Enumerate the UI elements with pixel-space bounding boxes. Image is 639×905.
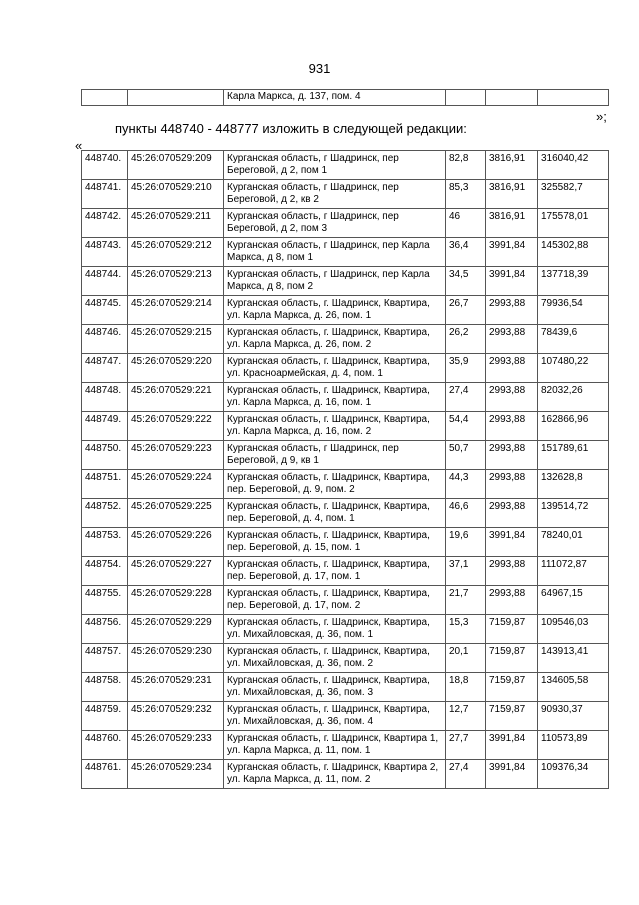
cell-value: 316040,42 (538, 151, 609, 180)
cell-area: 35,9 (446, 354, 486, 383)
cell-number: 448761. (82, 760, 128, 789)
cell-cadastral: 45:26:070529:228 (128, 586, 224, 615)
table-row (82, 499, 609, 528)
cell-area: 15,3 (446, 615, 486, 644)
cell-area (446, 90, 486, 106)
cell-cadastral: 45:26:070529:232 (128, 702, 224, 731)
cell-cadastral: 45:26:070529:220 (128, 354, 224, 383)
table-row (82, 209, 609, 238)
table-row (82, 441, 609, 470)
cell-address: Курганская область, г. Шадринск, Квартира, ул. Михайловская, д. 36, пом. 2 (224, 644, 446, 673)
table-row (82, 238, 609, 267)
cell-address: Курганская область, г. Шадринск, Квартира, пер. Береговой, д. 17, пом. 1 (224, 557, 446, 586)
table-row (82, 354, 609, 383)
cell-area: 46,6 (446, 499, 486, 528)
cell-address: Курганская область, г. Шадринск, Квартира, ул. Карла Маркса, д. 26, пом. 2 (224, 325, 446, 354)
table-row (82, 702, 609, 731)
cell-value (538, 90, 609, 106)
cell-number: 448757. (82, 644, 128, 673)
cell-number: 448745. (82, 296, 128, 325)
cell-rate: 3991,84 (486, 238, 538, 267)
cell-value: 78240,01 (538, 528, 609, 557)
cell-area: 85,3 (446, 180, 486, 209)
cell-value: 107480,22 (538, 354, 609, 383)
cell-value: 111072,87 (538, 557, 609, 586)
cell-number: 448754. (82, 557, 128, 586)
cell-number: 448746. (82, 325, 128, 354)
cell-cadastral: 45:26:070529:215 (128, 325, 224, 354)
cell-value: 143913,41 (538, 644, 609, 673)
table-row (82, 760, 609, 789)
cell-number: 448742. (82, 209, 128, 238)
cell-number: 448753. (82, 528, 128, 557)
cell-address: Курганская область, г. Шадринск, Квартира 2, ул. Карла Маркса, д. 11, пом. 2 (224, 760, 446, 789)
cell-cadastral: 45:26:070529:233 (128, 731, 224, 760)
cell-area: 27,4 (446, 760, 486, 789)
cell-number: 448744. (82, 267, 128, 296)
table-row (82, 673, 609, 702)
cell-cadastral: 45:26:070529:222 (128, 412, 224, 441)
cell-address: Курганская область, г. Шадринск, Квартира, ул. Красноармейская, д. 4, пом. 1 (224, 354, 446, 383)
cell-area: 20,1 (446, 644, 486, 673)
cell-number: 448740. (82, 151, 128, 180)
table-row (82, 383, 609, 412)
cell-cadastral: 45:26:070529:213 (128, 267, 224, 296)
cell-address: Курганская область, г. Шадринск, Квартира, пер. Береговой, д. 15, пом. 1 (224, 528, 446, 557)
cell-area: 19,6 (446, 528, 486, 557)
cell-rate: 7159,87 (486, 615, 538, 644)
cell-value: 137718,39 (538, 267, 609, 296)
cell-address: Курганская область, г. Шадринск, Квартира 1, ул. Карла Маркса, д. 11, пом. 1 (224, 731, 446, 760)
cell-cadastral: 45:26:070529:227 (128, 557, 224, 586)
cell-number: 448755. (82, 586, 128, 615)
cell-number: 448747. (82, 354, 128, 383)
cell-number: 448743. (82, 238, 128, 267)
cell-number: 448759. (82, 702, 128, 731)
cell-address: Курганская область, г. Шадринск, Квартира, ул. Михайловская, д. 36, пом. 4 (224, 702, 446, 731)
cell-rate: 7159,87 (486, 673, 538, 702)
cell-address: Курганская область, г. Шадринск, Квартира, пер. Береговой, д. 17, пом. 2 (224, 586, 446, 615)
cell-cadastral: 45:26:070529:231 (128, 673, 224, 702)
cell-area: 27,4 (446, 383, 486, 412)
cell-cadastral (128, 90, 224, 106)
cell-rate: 2993,88 (486, 586, 538, 615)
cell-address: Курганская область, г Шадринск, пер Береговой, д 9, кв 1 (224, 441, 446, 470)
cell-area: 46 (446, 209, 486, 238)
cell-value: 132628,8 (538, 470, 609, 499)
table-row (82, 557, 609, 586)
cell-area: 34,5 (446, 267, 486, 296)
cell-number: 448748. (82, 383, 128, 412)
cell-address: Курганская область, г Шадринск, пер Карла Маркса, д 8, пом 1 (224, 238, 446, 267)
cell-cadastral: 45:26:070529:230 (128, 644, 224, 673)
table-row (82, 731, 609, 760)
cell-rate: 3991,84 (486, 731, 538, 760)
cell-area: 21,7 (446, 586, 486, 615)
cell-rate: 3991,84 (486, 528, 538, 557)
cell-cadastral: 45:26:070529:209 (128, 151, 224, 180)
cell-cadastral: 45:26:070529:223 (128, 441, 224, 470)
table-row (82, 412, 609, 441)
table-row (82, 586, 609, 615)
cell-area: 82,8 (446, 151, 486, 180)
cell-rate: 2993,88 (486, 325, 538, 354)
cell-address: Курганская область, г. Шадринск, Квартира, пер. Береговой, д. 9, пом. 2 (224, 470, 446, 499)
cell-cadastral: 45:26:070529:234 (128, 760, 224, 789)
table-row (82, 528, 609, 557)
cell-rate: 2993,88 (486, 354, 538, 383)
cell-value: 90930,37 (538, 702, 609, 731)
cell-address: Курганская область, г. Шадринск, Квартира, ул. Михайловская, д. 36, пом. 3 (224, 673, 446, 702)
cell-value: 82032,26 (538, 383, 609, 412)
cell-area: 44,3 (446, 470, 486, 499)
table-row (82, 151, 609, 180)
cell-address: Курганская область, г. Шадринск, Квартира, ул. Карла Маркса, д. 26, пом. 1 (224, 296, 446, 325)
cell-cadastral: 45:26:070529:212 (128, 238, 224, 267)
cell-rate: 2993,88 (486, 383, 538, 412)
cell-address: Курганская область, г Шадринск, пер Береговой, д 2, пом 1 (224, 151, 446, 180)
cell-value: 139514,72 (538, 499, 609, 528)
cell-number: 448756. (82, 615, 128, 644)
cell-number: 448760. (82, 731, 128, 760)
cell-value: 134605,58 (538, 673, 609, 702)
cadastral-value-table (81, 150, 609, 789)
cell-area: 54,4 (446, 412, 486, 441)
page-number: 931 (308, 61, 331, 76)
table-row (82, 296, 609, 325)
cell-cadastral: 45:26:070529:211 (128, 209, 224, 238)
cell-rate: 2993,88 (486, 441, 538, 470)
cell-rate: 3816,91 (486, 180, 538, 209)
table-row (82, 644, 609, 673)
cell-rate: 3816,91 (486, 209, 538, 238)
cell-value: 109546,03 (538, 615, 609, 644)
cell-address: Курганская область, г. Шадринск, Квартира, пер. Береговой, д. 4, пом. 1 (224, 499, 446, 528)
cell-value: 145302,88 (538, 238, 609, 267)
cell-address: Курганская область, г. Шадринск, Квартира, ул. Карла Маркса, д. 16, пом. 2 (224, 412, 446, 441)
cell-area: 12,7 (446, 702, 486, 731)
cell-rate: 3991,84 (486, 267, 538, 296)
table-row (82, 325, 609, 354)
cell-address: Курганская область, г Шадринск, пер Карла Маркса, д 8, пом 2 (224, 267, 446, 296)
cell-rate (486, 90, 538, 106)
cell-value: 162866,96 (538, 412, 609, 441)
cell-area: 26,2 (446, 325, 486, 354)
cell-cadastral: 45:26:070529:229 (128, 615, 224, 644)
cell-number: 448749. (82, 412, 128, 441)
cell-cadastral: 45:26:070529:225 (128, 499, 224, 528)
cell-cadastral: 45:26:070529:224 (128, 470, 224, 499)
amendment-instruction: пункты 448740 - 448777 изложить в следующей редакции: (115, 121, 467, 136)
cell-rate: 7159,87 (486, 644, 538, 673)
cell-address: Курганская область, г Шадринск, пер Береговой, д 2, кв 2 (224, 180, 446, 209)
cell-rate: 2993,88 (486, 412, 538, 441)
cell-cadastral: 45:26:070529:226 (128, 528, 224, 557)
cell-area: 18,8 (446, 673, 486, 702)
cell-value: 325582,7 (538, 180, 609, 209)
cell-rate: 2993,88 (486, 557, 538, 586)
cell-address: Курганская область, г. Шадринск, Квартира, ул. Михайловская, д. 36, пом. 1 (224, 615, 446, 644)
cell-rate: 2993,88 (486, 470, 538, 499)
cell-area: 36,4 (446, 238, 486, 267)
cell-address: Карла Маркса, д. 137, пом. 4 (224, 90, 446, 106)
cell-number: 448741. (82, 180, 128, 209)
cell-number: 448751. (82, 470, 128, 499)
cell-number: 448750. (82, 441, 128, 470)
cell-cadastral: 45:26:070529:214 (128, 296, 224, 325)
cell-area: 26,7 (446, 296, 486, 325)
cell-rate: 3816,91 (486, 151, 538, 180)
cell-value: 64967,15 (538, 586, 609, 615)
table-row (82, 180, 609, 209)
table-row (82, 90, 609, 106)
cell-area: 27,7 (446, 731, 486, 760)
cell-number: 448758. (82, 673, 128, 702)
cell-value: 79936,54 (538, 296, 609, 325)
cell-value: 78439,6 (538, 325, 609, 354)
cell-value: 109376,34 (538, 760, 609, 789)
previous-table-fragment (81, 89, 609, 106)
cell-number (82, 90, 128, 106)
table-row (82, 470, 609, 499)
closing-quote: »; (596, 109, 607, 124)
cell-cadastral: 45:26:070529:210 (128, 180, 224, 209)
opening-quote: « (75, 138, 83, 153)
cell-rate: 7159,87 (486, 702, 538, 731)
cell-value: 151789,61 (538, 441, 609, 470)
cell-address: Курганская область, г Шадринск, пер Береговой, д 2, пом 3 (224, 209, 446, 238)
cell-value: 175578,01 (538, 209, 609, 238)
table-row (82, 267, 609, 296)
cell-cadastral: 45:26:070529:221 (128, 383, 224, 412)
cell-number: 448752. (82, 499, 128, 528)
cell-area: 37,1 (446, 557, 486, 586)
cell-rate: 2993,88 (486, 296, 538, 325)
cell-value: 110573,89 (538, 731, 609, 760)
cell-rate: 2993,88 (486, 499, 538, 528)
cell-area: 50,7 (446, 441, 486, 470)
cell-rate: 3991,84 (486, 760, 538, 789)
table-row (82, 615, 609, 644)
cell-address: Курганская область, г. Шадринск, Квартира, ул. Карла Маркса, д. 16, пом. 1 (224, 383, 446, 412)
